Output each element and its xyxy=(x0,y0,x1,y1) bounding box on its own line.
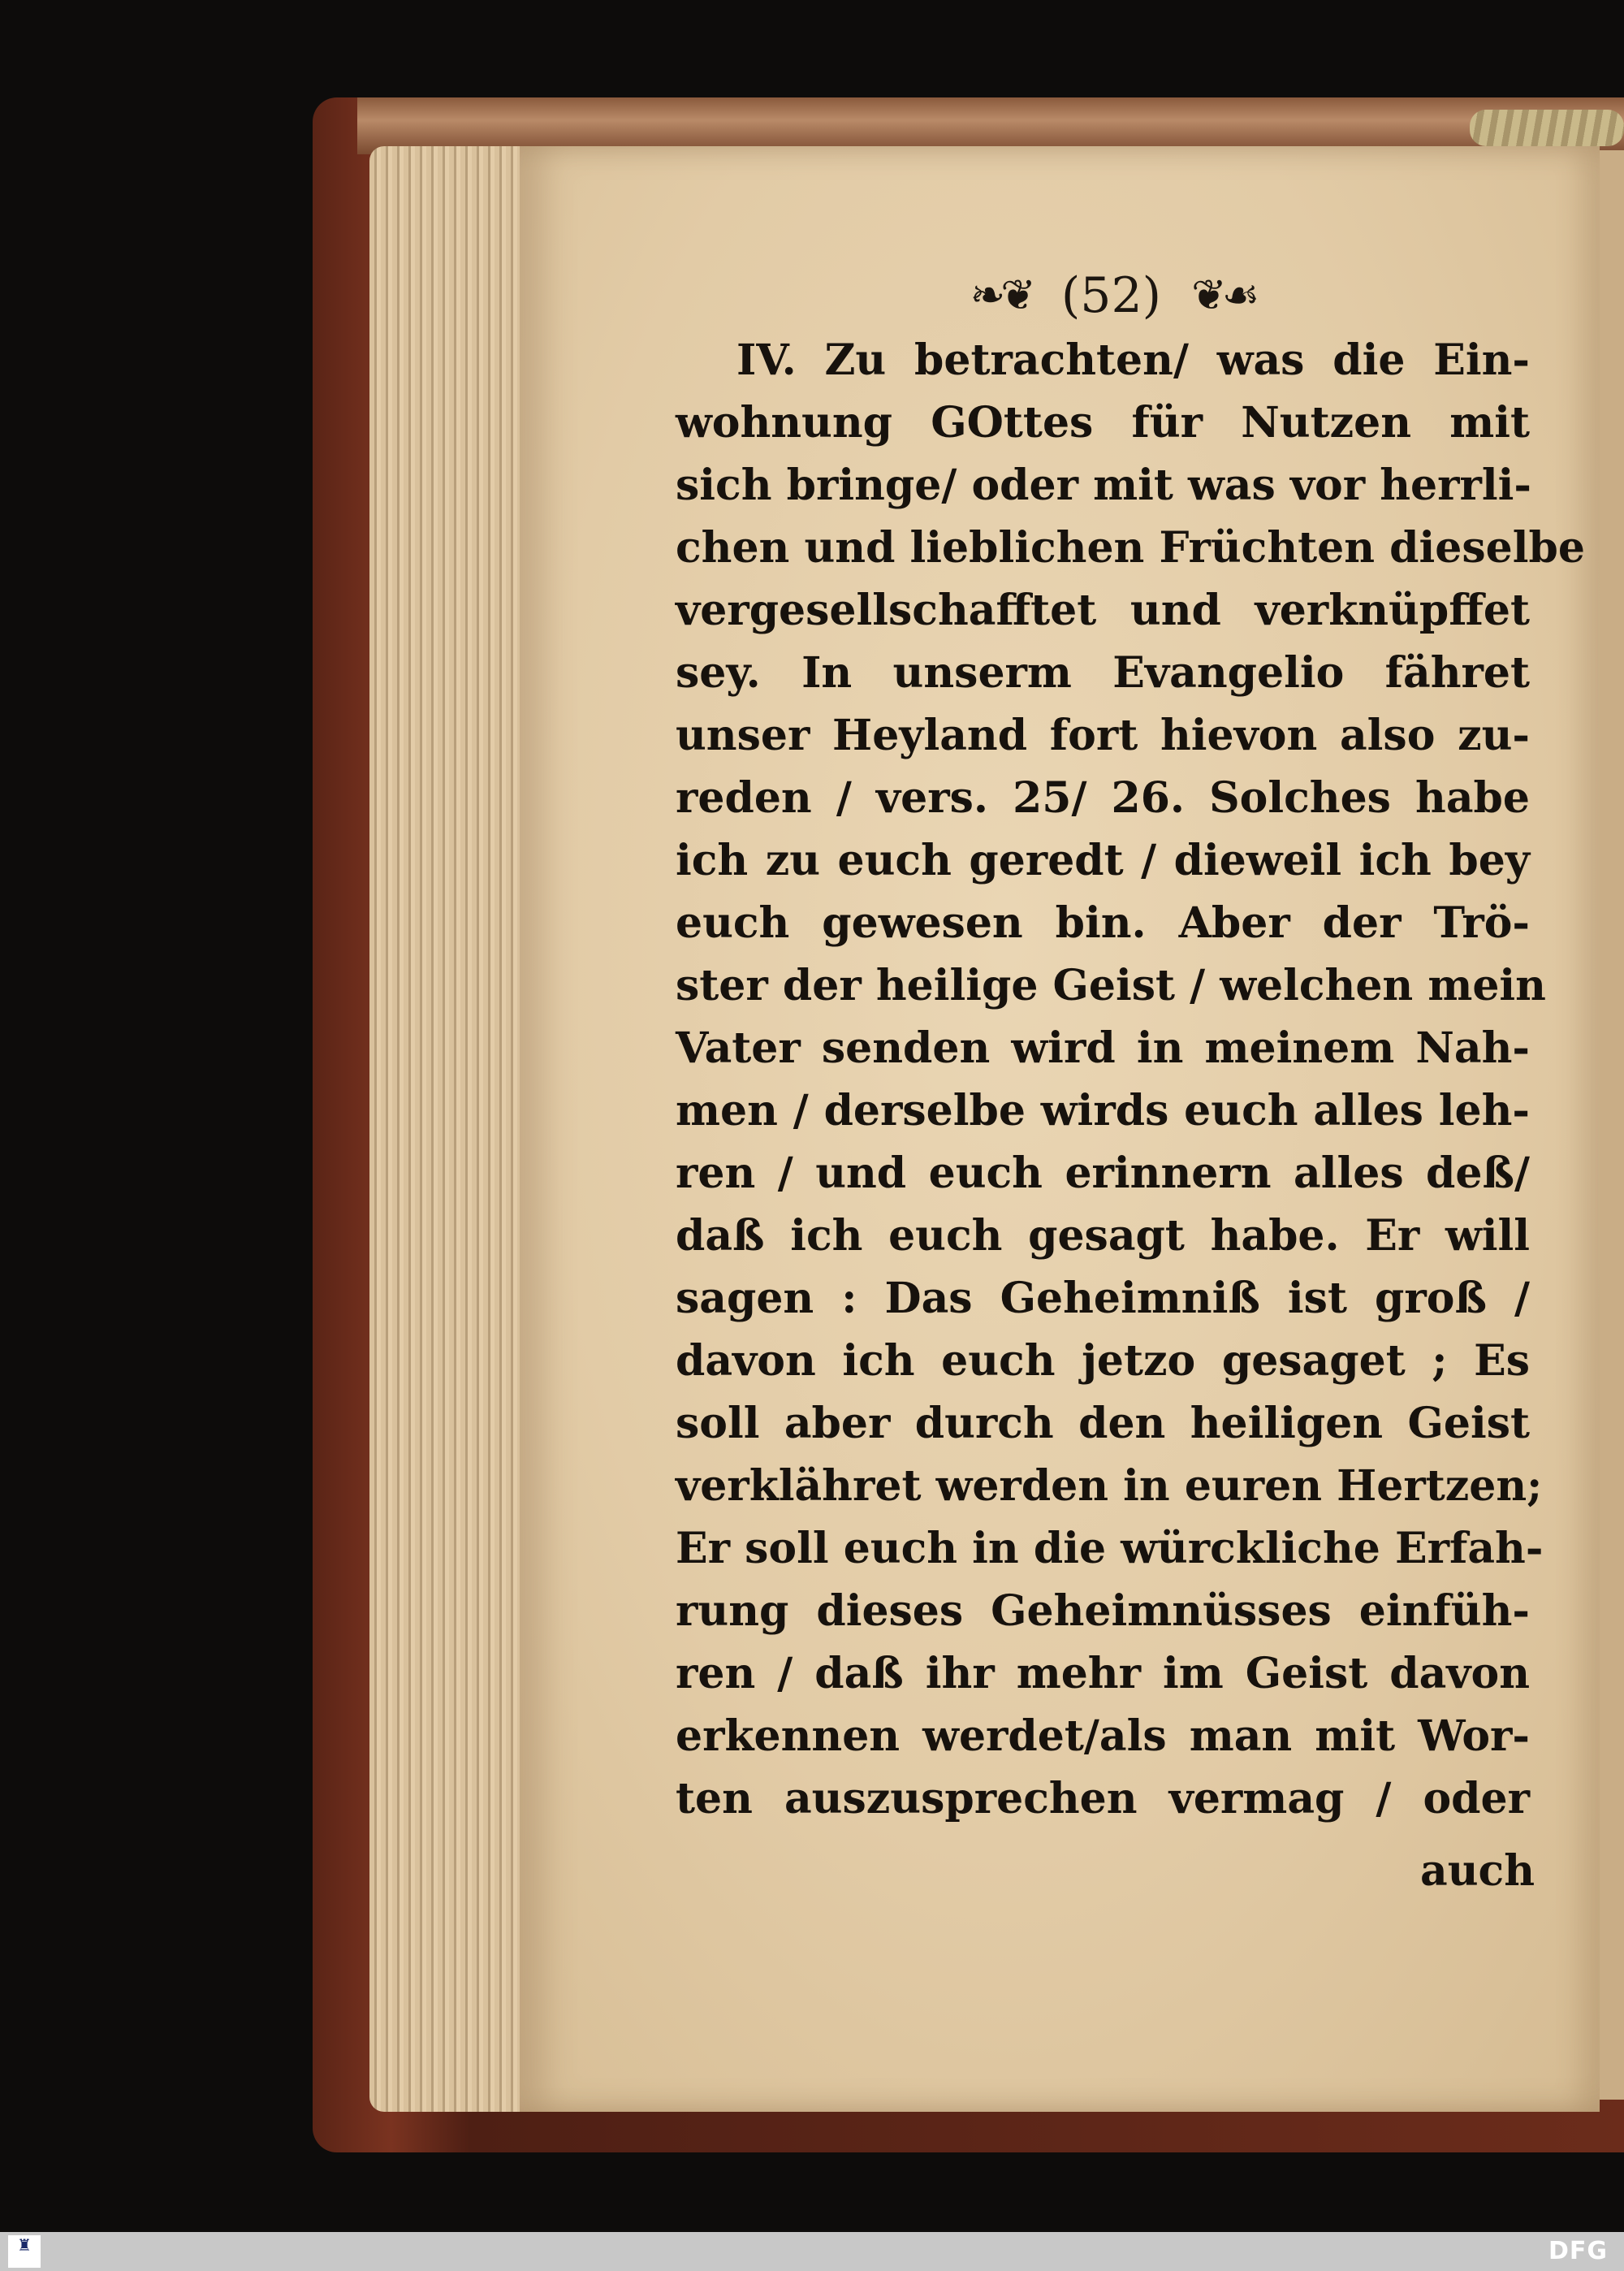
viewer-footer-bar xyxy=(0,2232,1624,2271)
text-line: ten auszusprechen vermag / oder xyxy=(676,1774,1530,1823)
text-line: erkennen werdet/als man mit Wor- xyxy=(676,1711,1530,1761)
library-logo-icon: ♜ xyxy=(17,2235,32,2255)
text-line: men / derselbe wirds euch alles leh- xyxy=(676,1086,1530,1136)
text-line: reden / vers. 25/ 26. Solches habe xyxy=(676,773,1530,823)
text-line: vergesellschafftet und verknüpffet xyxy=(676,586,1530,635)
ornament-right-icon: ❦☙ xyxy=(1191,271,1255,321)
text-line: Er soll euch in die würckliche Erfah- xyxy=(676,1524,1544,1573)
text-line: wohnung GOttes für Nutzen mit xyxy=(676,398,1530,448)
text-line: sey. In unserm Evangelio fähret xyxy=(676,648,1530,698)
bookmark-ribbon xyxy=(1470,110,1624,146)
text-line: daß ich euch gesagt habe. Er will xyxy=(676,1211,1530,1261)
ornament-left-icon: ❧❦ xyxy=(970,271,1031,321)
catchword: auch xyxy=(1420,1846,1535,1896)
text-line: Vater senden wird in meinem Nah- xyxy=(676,1023,1530,1073)
text-line: soll aber durch den heiligen Geist xyxy=(676,1399,1530,1448)
page-edges xyxy=(369,146,532,2112)
text-line: IV. Zu betrachten/ was die Ein- xyxy=(736,335,1530,385)
text-line: sagen : Das Geheimniß ist groß / xyxy=(676,1274,1530,1323)
text-line: rung dieses Geheimnüsses einfüh- xyxy=(676,1586,1530,1636)
text-line: ren / und euch erinnern alles deß/ xyxy=(676,1148,1530,1198)
facing-page-edge xyxy=(1600,150,1624,2100)
text-line: ster der heilige Geist / welchen mein xyxy=(676,961,1546,1010)
text-line: sich bringe/ oder mit was vor herrli- xyxy=(676,461,1531,510)
text-line: unser Heyland fort hievon also zu- xyxy=(676,711,1530,760)
library-logo[interactable] xyxy=(8,2235,41,2268)
text-line: verklähret werden in euren Hertzen; xyxy=(676,1461,1543,1511)
body-text xyxy=(676,329,1585,1830)
text-line: davon ich euch jetzo gesaget ; Es xyxy=(676,1336,1530,1386)
text-line: euch gewesen bin. Aber der Trö- xyxy=(676,898,1530,948)
page-header xyxy=(926,260,1299,325)
text-line: chen und lieblichen Früchten dieselbe xyxy=(676,523,1585,573)
page-number: (52) xyxy=(1060,267,1162,325)
text-line: ren / daß ihr mehr im Geist davon xyxy=(676,1649,1530,1698)
text-line: ich zu euch geredt / dieweil ich bey xyxy=(676,836,1530,885)
dfg-logo: DFG xyxy=(1548,2237,1608,2265)
